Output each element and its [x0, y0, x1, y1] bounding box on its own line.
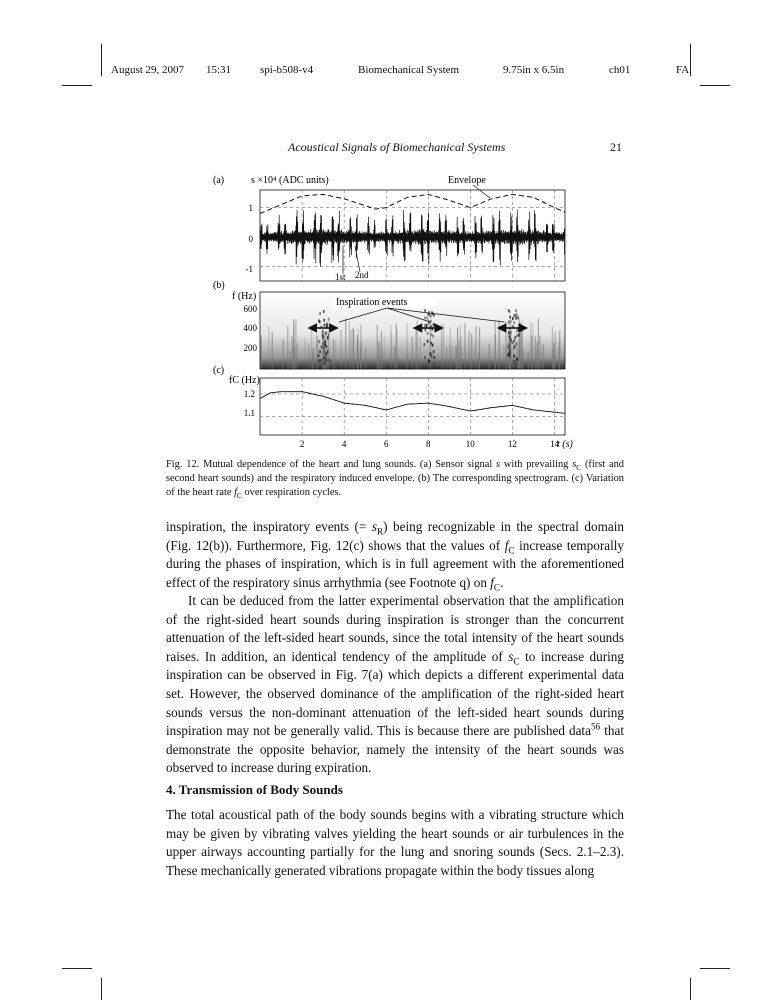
running-head: Acoustical Signals of Biomechanical Systems — [288, 140, 506, 154]
spectrogram-streak — [412, 337, 413, 369]
spectrogram-streak — [489, 344, 490, 369]
spectrogram-streak — [304, 338, 305, 369]
inspiration-blob-mark — [430, 342, 432, 345]
inspiration-blob-mark — [326, 345, 328, 348]
panel-c-ytick-1-1: 1.1 — [243, 408, 255, 418]
spectrogram-streak — [443, 324, 444, 369]
inspiration-blob-mark — [432, 335, 434, 338]
spectrogram-streak — [268, 326, 269, 369]
x-tick-label: 2 — [299, 439, 305, 449]
spectrogram-streak — [531, 335, 532, 369]
inspiration-blob-mark — [514, 339, 516, 342]
spectrogram-streak — [513, 340, 514, 369]
inspiration-events-label: Inspiration events — [336, 297, 408, 308]
spectrogram-streak — [365, 347, 366, 369]
header-date: August 29, 2007 — [111, 64, 185, 76]
spectrogram-streak — [325, 334, 326, 369]
spectrogram-streak — [297, 344, 298, 370]
spectrogram-streak — [313, 348, 314, 369]
spectrogram-streak — [541, 346, 542, 369]
inspiration-blob-mark — [322, 333, 324, 336]
inspiration-blob-mark — [513, 347, 515, 350]
panel-c-heart-rate-line — [260, 392, 565, 414]
x-tick-label: 8 — [426, 439, 431, 449]
spectrogram-streak — [539, 335, 540, 369]
marker-2nd-line — [355, 246, 360, 272]
spectrogram-streak — [379, 342, 380, 369]
header-book: Biomechanical System — [358, 64, 460, 76]
inspiration-blob-mark — [433, 350, 435, 353]
inspiration-blob-mark — [323, 319, 325, 322]
spectrogram-streak — [461, 348, 462, 369]
inspiration-blob-mark — [515, 336, 517, 339]
paragraph-1: inspiration, the inspiratory events (= $s_R$) being recognizable in the spectral domain (Fig. 12(b)). Furthermore, Fig. 12(c) shows that the values of $f_C$ increase temporally during the phases of inspiration, which is in full agreement with the aforementioned effect of the respiratory sinus arrhythmia (see Footnote q) on $f_C$. — [166, 519, 624, 593]
inspiration-blob-mark — [513, 355, 515, 358]
crop-mark-top-right-horizontal — [700, 85, 730, 86]
spectrogram-streak — [360, 324, 361, 369]
inspiration-blob-mark — [324, 344, 326, 347]
inspiration-blob-mark — [518, 334, 520, 337]
inspiration-blob-mark — [512, 341, 514, 344]
crop-mark-bottom-left-vertical — [101, 978, 102, 1000]
panel-b-ytick-600: 600 — [243, 304, 257, 314]
inspiration-blob-mark — [319, 350, 321, 353]
spectrogram-streak — [535, 337, 536, 369]
inspiration-blob-mark — [318, 340, 320, 343]
inspiration-blob-mark — [510, 320, 512, 323]
inspiration-blob-mark — [325, 332, 327, 335]
x-tick-label: 6 — [383, 439, 389, 449]
panel-c-label: (c) — [213, 365, 225, 376]
inspiration-blob-mark — [325, 340, 327, 343]
inspiration-blob-mark — [509, 336, 511, 339]
inspiration-blob-mark — [434, 356, 436, 359]
x-tick-label: 4 — [341, 439, 347, 449]
inspiration-blob-mark — [509, 316, 511, 319]
inspiration-blob-mark — [424, 343, 426, 346]
inspiration-blob-mark — [322, 358, 324, 361]
inspiration-blob-mark — [319, 312, 321, 315]
inspiration-blob-mark — [326, 359, 328, 362]
inspiration-blob-mark — [424, 316, 426, 319]
inspiration-blob-mark — [329, 359, 331, 362]
inspiration-blob-mark — [508, 331, 510, 334]
spectrogram-streak — [353, 329, 354, 369]
spectrogram-streak — [452, 346, 453, 369]
inspiration-blob-mark — [327, 350, 329, 353]
spectrogram-streak — [460, 345, 461, 369]
spectrogram-streak — [358, 328, 359, 369]
paragraph-2: It can be deduced from the latter experimental observation that the amplification of the right-sided heart sounds during inspiration is stronger than the concurrent attenuation of the left-sided heart sounds, since the total intensity of the heart sounds raises. In addition, an identical tendency of the amplitude of $s_C$ to increase during inspiration can be observed in Fig. 7(a) which depicts a different experimental data set. However, the observed dominance of the amplification of the right-sided heart sounds versus the non-dominant attenuation of the left-sided heart sounds during inspiration may not be generally valid. This is because there are published data$^{56}$ that demonstrate the opposite behavior, namely the intensity of the heart sounds was observed to increase during expiration. — [166, 593, 624, 776]
inspiration-blob-mark — [326, 324, 328, 327]
inspiration-blob-mark — [433, 323, 435, 326]
spectrogram-streak — [446, 348, 447, 370]
spectrogram-streak — [261, 337, 262, 369]
panel-b-ytick-200: 200 — [243, 343, 257, 353]
panel-c-ytick-1-2: 1.2 — [243, 389, 255, 399]
panel-a-envelope-label: Envelope — [448, 175, 486, 186]
spectrogram-streak — [290, 351, 291, 369]
inspiration-blob-mark — [515, 317, 517, 320]
x-tick-label: 10 — [465, 439, 475, 449]
panel-a-sensor-signal — [260, 210, 565, 267]
spectrogram-streak — [311, 325, 312, 369]
inspiration-blob-mark — [430, 320, 432, 323]
spectrogram-streak — [335, 341, 336, 369]
spectrogram-streak — [384, 334, 385, 369]
inspiration-blob-mark — [433, 361, 435, 364]
spectrogram-streak — [495, 334, 496, 369]
spectrogram-streak — [552, 327, 553, 369]
spectrogram-streak — [555, 331, 556, 369]
inspiration-blob-mark — [515, 343, 517, 346]
spectrogram-streak — [528, 352, 529, 369]
spectrogram-streak — [391, 332, 392, 369]
header-mark: FA — [676, 64, 690, 76]
inspiration-blob-mark — [427, 340, 429, 343]
inspiration-blob-mark — [513, 360, 515, 363]
panel-a-ytick-neg1: -1 — [245, 264, 253, 274]
inspiration-blob-mark — [430, 352, 432, 355]
spectrogram-streak — [350, 330, 351, 369]
spectrogram-streak — [349, 321, 350, 369]
inspiration-blob-mark — [324, 362, 326, 365]
figure-caption: Fig. 12. Mutual dependence of the heart and lung sounds. (a) Sensor signal s with prevailing $s_C$ (first and second heart sounds) and the respiratory induced envelope. (b) The corresponding spectrogram. (c) Variation of the heart rate $f_C$ over respiration cycles. — [166, 459, 624, 501]
inspiration-blob-mark — [424, 356, 426, 359]
spectrogram-streak — [341, 330, 342, 369]
spectrogram-streak — [479, 352, 480, 369]
x-tick-label: 12 — [507, 439, 517, 449]
inspiration-blob-mark — [428, 359, 430, 362]
figure-12 — [205, 168, 585, 453]
spectrogram-streak — [272, 332, 273, 369]
inspiration-blob-mark — [427, 317, 429, 320]
spectrogram-streak — [503, 345, 504, 369]
inspiration-blob-mark — [430, 315, 432, 318]
spectrogram-streak — [394, 346, 395, 369]
inspiration-blob-mark — [322, 336, 324, 339]
inspiration-blob-mark — [328, 333, 330, 336]
inspiration-blob-mark — [508, 343, 510, 346]
inspiration-blob-mark — [324, 324, 326, 327]
inspiration-blob-mark — [321, 346, 323, 349]
inspiration-blob-mark — [327, 336, 329, 339]
crop-mark-top-right-vertical — [690, 44, 691, 76]
spectrogram-streak — [381, 331, 382, 369]
spectrogram-streak — [475, 326, 476, 369]
inspiration-blob-mark — [516, 329, 518, 332]
spectrogram-streak — [543, 344, 544, 369]
inspiration-blob-mark — [319, 320, 321, 323]
crop-mark-bottom-right-horizontal — [700, 968, 730, 969]
panel-a-ylabel: s ×10⁴ (ADC units) — [251, 175, 329, 186]
crop-mark-top-left-vertical — [101, 44, 102, 76]
spectrogram-streak — [287, 326, 288, 369]
inspiration-blob-mark — [516, 358, 518, 361]
header-code: spi-b508-v4 — [260, 64, 314, 76]
x-axis-ticks — [300, 439, 560, 449]
inspiration-blob-mark — [424, 324, 426, 327]
inspiration-blob-mark — [513, 314, 515, 317]
panel-b-ytick-400: 400 — [243, 323, 257, 333]
inspiration-blob-mark — [512, 317, 514, 320]
inspiration-blob-mark — [510, 331, 512, 334]
spectrogram-streak — [308, 345, 309, 369]
spectrogram-streak — [532, 323, 533, 370]
panel-b-ylabel: f (Hz) — [232, 291, 257, 302]
panel-a-ytick-1: 1 — [248, 203, 253, 213]
header-size: 9.75in x 6.5in — [503, 64, 565, 76]
header-chapter: ch01 — [609, 64, 631, 76]
inspiration-blob-mark — [431, 333, 433, 336]
spectrogram-streak — [471, 334, 472, 369]
inspiration-blob-mark — [516, 334, 518, 337]
inspiration-blob-mark — [318, 359, 320, 362]
inspiration-blob-mark — [509, 310, 511, 313]
inspiration-blob-mark — [318, 354, 320, 357]
spectrogram-streak — [333, 339, 334, 369]
spectrogram-streak — [283, 339, 284, 369]
spectrogram-streak — [464, 323, 465, 369]
page-number: 21 — [610, 140, 622, 154]
inspiration-blob-mark — [516, 313, 518, 316]
spectrogram-streak — [507, 347, 508, 370]
inspiration-blob-mark — [426, 324, 428, 327]
marker-2nd: 2nd — [355, 270, 369, 280]
envelope-leader-line — [473, 185, 490, 198]
panel-b-label: (b) — [213, 280, 225, 291]
spectrogram-streak — [530, 323, 531, 369]
panel-a-envelope-upper — [260, 194, 565, 213]
inspiration-blob-mark — [515, 362, 517, 365]
crop-mark-bottom-left-horizontal — [62, 968, 92, 969]
inspiration-blob-mark — [508, 321, 510, 324]
spectrogram-streak — [420, 336, 421, 369]
crop-mark-bottom-right-vertical — [690, 978, 691, 1000]
spectrogram-streak — [538, 319, 539, 369]
spectrogram-streak — [537, 342, 538, 369]
inspiration-blob-mark — [515, 314, 517, 317]
inspiration-blob-mark — [323, 351, 325, 354]
spectrogram-streak — [559, 343, 560, 369]
inspiration-blob-mark — [432, 344, 434, 347]
spectrogram-streak — [449, 344, 450, 369]
paragraph-3: The total acoustical path of the body sounds begins with a vibrating structure which may be given by vibrating valves yielding the heart sounds or air turbulences in the upper airways accounting partially for the lung and snoring sounds (Secs. 2.1–2.3). These mechanically generated vibrations propagate within the body tissues along — [166, 807, 624, 878]
spectrogram-streak — [396, 329, 397, 369]
spectrogram-streak — [457, 327, 458, 369]
inspiration-blob-mark — [509, 352, 511, 355]
x-tick-label: 14 — [550, 439, 559, 449]
inspiration-blob-mark — [328, 318, 330, 321]
inspiration-blob-mark — [509, 348, 511, 351]
spectrogram-streak — [378, 342, 379, 369]
spectrogram-streak — [345, 318, 346, 369]
inspiration-blob-mark — [427, 332, 429, 335]
spectrogram-streak — [473, 343, 474, 369]
spectrogram-streak — [456, 346, 457, 369]
x-axis-label: t (s) — [557, 439, 573, 450]
inspiration-blob-mark — [322, 330, 324, 333]
panel-a-label: (a) — [213, 175, 225, 186]
spectrogram-streak — [316, 336, 317, 369]
spectrogram-streak — [291, 336, 292, 369]
panel-c-ylabel: fC (Hz) — [229, 375, 260, 386]
section-title: 4. Transmission of Body Sounds — [166, 782, 343, 797]
spectrogram-streak — [328, 337, 329, 369]
inspiration-blob-mark — [424, 309, 426, 312]
spectrogram-streak — [441, 324, 442, 369]
inspiration-blob-mark — [319, 359, 321, 362]
inspiration-blob-mark — [323, 310, 325, 313]
marker-1st: 1st — [335, 272, 346, 282]
inspiration-blob-mark — [513, 321, 515, 324]
header-time: 15:31 — [206, 64, 232, 76]
inspiration-blob-mark — [515, 309, 517, 312]
inspiration-blob-mark — [322, 342, 324, 345]
spectrogram-streak — [505, 322, 506, 369]
spectrogram-streak — [295, 319, 296, 369]
spectrogram-streak — [416, 328, 417, 369]
inspiration-blob-mark — [324, 356, 326, 359]
inspiration-blob-mark — [510, 339, 512, 342]
spectrogram-streak — [407, 323, 408, 369]
spectrogram-streak — [469, 331, 470, 369]
inspiration-blob-mark — [517, 316, 519, 319]
panel-a-ytick-0: 0 — [248, 234, 253, 244]
crop-mark-top-left-horizontal — [62, 85, 92, 86]
spectrogram-streak — [293, 338, 294, 369]
inspiration-blob-mark — [323, 347, 325, 350]
spectrogram-streak — [377, 325, 378, 369]
